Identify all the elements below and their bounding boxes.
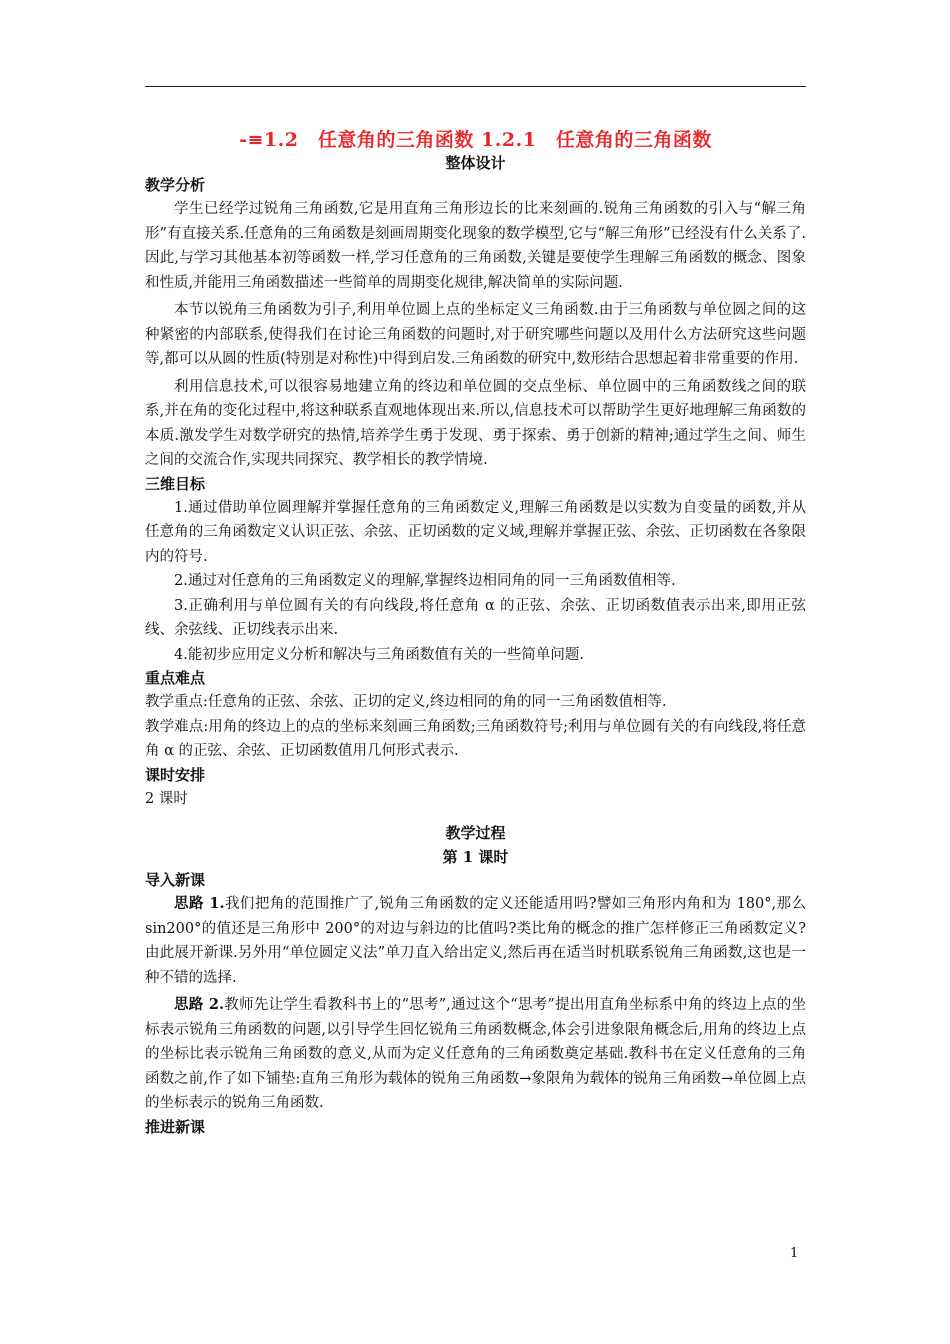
idea-1-paragraph — [145, 892, 806, 990]
document-title: -≡1.2 任意角的三角函数 1.2.1 任意角的三角函数 — [239, 129, 712, 151]
idea-1-label: 思路 1. — [174, 895, 225, 912]
keypoints-heading: 重点难点 — [145, 669, 206, 687]
section-subtitle: 整体设计 — [445, 154, 506, 172]
document-body — [145, 128, 806, 1139]
header-rule — [145, 86, 806, 87]
analysis-paragraph-2: 本节以锐角三角函数为引子,利用单位圆上点的坐标定义三角函数.由于三角函数与单位圆之间的这种紧密的内部联系,使得我们在讨论三角函数的问题时,对于研究哪些问题以及用什么方法研究这些问题等,都可以从圆的性质(特别是对称性)中得到启发.三角函数的研究中,数形结合思想起着非常重要的作用. — [145, 302, 806, 367]
analysis-heading: 教学分析 — [145, 176, 206, 194]
intro-heading: 导入新课 — [145, 871, 206, 889]
goals-heading: 三维目标 — [145, 474, 206, 493]
idea-2-text: 教师先让学生看教科书上的“思考”,通过这个“思考”提出用直角坐标系中角的终边上点的坐标表示锐角三角函数的问题,以引导学生回忆锐角三角函数概念,体会引进象限角概念后,用角的终边上点的坐标比表示锐角三角函数的意义,从而为定义任意角的三角函数奠定基础.教科书在定义任意角的三角函数之前,作了如下铺垫:直角三角形为载体的锐角三角函数→象限角为载体的锐角三角函数→单位圆上点的坐标表示的锐角三角函数. — [145, 997, 806, 1111]
schedule-heading: 课时安排 — [145, 765, 206, 784]
process-heading: 教学过程 — [445, 824, 506, 842]
advance-heading: 推进新课 — [145, 1117, 206, 1136]
goal-item-2: 2.通过对任意角的三角函数定义的理解,掌握终边相同角的同一三角函数值相等. — [174, 573, 676, 589]
schedule-value: 2 课时 — [145, 790, 188, 807]
analysis-paragraph-3: 利用信息技术,可以很容易地建立角的终边和单位圆的交点坐标、单位圆中的三角函数线之间的联系,并在角的变化过程中,将这种联系直观地体现出来.所以,信息技术可以帮助学生更好地理解三角函数的本质.激发学生对数学研究的热情,培养学生勇于发现、勇于探索、勇于创新的精神;通过学生之间、师生之间的交流合作,实现共同探究、教学相长的教学情境. — [145, 378, 806, 468]
page-number: 1 — [790, 1246, 799, 1261]
goal-item-1: 1.通过借助单位圆理解并掌握任意角的三角函数定义,理解三角函数是以实数为自变量的函数,并从任意角的三角函数定义认识正弦、余弦、正切函数的定义域,理解并掌握正弦、余弦、正切函数在各象限内的符号. — [145, 499, 806, 565]
idea-2-paragraph — [145, 993, 806, 1116]
lesson-heading: 第 1 课时 — [442, 848, 509, 866]
key-point: 教学重点:任意角的正弦、余弦、正切的定义,终边相同的角的同一三角函数值相等. — [145, 694, 667, 710]
idea-1-text: 我们把角的范围推广了,锐角三角函数的定义还能适用吗?譬如三角形内角和为 180°,那么 sin200°的值还是三角形中 200°的对边与斜边的比值吗?类比角的概念的推广怎样修正三角函数定义?由此展开新课.另外用“单位圆定义法”单刀直入给出定义,然后再在适当时机联系锐角三角函数,这也是一种不错的选择. — [145, 896, 806, 986]
idea-2-label: 思路 2. — [174, 996, 225, 1013]
goal-item-4: 4.能初步应用定义分析和解决与三角函数值有关的一些简单问题. — [174, 646, 584, 663]
analysis-paragraph-1: 学生已经学过锐角三角函数,它是用直角三角形边长的比来刻画的.锐角三角函数的引入与“解三角形”有直接关系.任意角的三角函数是刻画周期变化现象的数学模型,它与“解三角形”已经没有什么关系了.因此,与学习其他基本初等函数一样,学习任意角的三角函数,关键是要使学生理解三角函数的概念、图象和性质,并能用三角函数描述一些简单的周期变化规律,解决简单的实际问题. — [145, 201, 806, 291]
goal-item-3: 3.正确利用与单位圆有关的有向线段,将任意角 α 的正弦、余弦、正切函数值表示出来,即用正弦线、余弦线、正切线表示出来. — [145, 597, 806, 638]
difficult-point: 教学难点:用角的终边上的点的坐标来刻画三角函数;三角函数符号;利用与单位圆有关的有向线段,将任意角 α 的正弦、余弦、正切函数值用几何形式表示. — [145, 718, 806, 759]
